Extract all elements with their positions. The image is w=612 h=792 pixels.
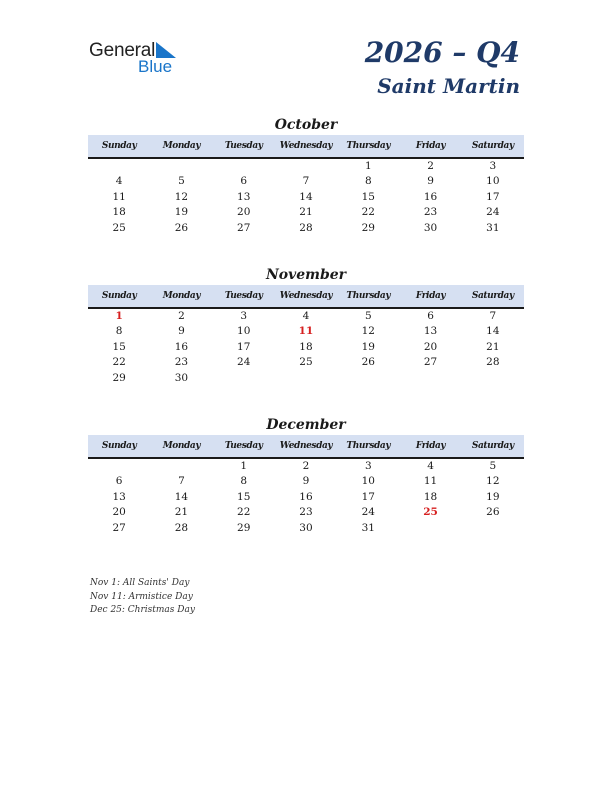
- day-cell: 6: [115, 475, 123, 488]
- day-cell: 16: [174, 340, 189, 353]
- day-cell: 22: [112, 356, 126, 369]
- quarter-title: 2026 – Q4: [364, 36, 520, 69]
- holiday-note: Nov 11: Armistice Day: [90, 591, 193, 602]
- day-cell: 10: [237, 325, 251, 338]
- weekday-wednesday: Wednesday: [279, 291, 333, 301]
- day-cell: 24: [237, 356, 251, 369]
- day-cell: 2: [427, 160, 434, 172]
- weekday-monday: Monday: [162, 141, 201, 151]
- holiday-notes: [90, 577, 195, 618]
- day-cell: 30: [174, 371, 189, 384]
- weekday-thursday: Thursday: [346, 291, 391, 301]
- empty-day-cell: [275, 159, 337, 174]
- day-cell: 13: [112, 490, 126, 503]
- day-cell: 20: [112, 506, 126, 519]
- weekday-friday: Friday: [415, 441, 446, 451]
- day-cell: 11: [112, 190, 126, 203]
- day-cell: 12: [174, 190, 189, 203]
- day-cell: 10: [486, 175, 500, 188]
- weekday-wednesday: Wednesday: [279, 441, 333, 451]
- empty-day-cell: [88, 459, 150, 474]
- empty-day-cell: [399, 521, 461, 536]
- day-cell: 8: [240, 475, 248, 488]
- day-cell: 6: [427, 310, 434, 322]
- day-cell: 29: [237, 521, 251, 534]
- day-cell: 28: [174, 521, 189, 534]
- day-cell: 14: [486, 325, 500, 338]
- day-cell: 4: [115, 175, 123, 188]
- day-cell: 20: [237, 206, 251, 219]
- weekday-header: [88, 135, 524, 159]
- day-cell: 3: [240, 310, 248, 322]
- day-cell: 11: [423, 475, 438, 488]
- empty-day-cell: [213, 371, 275, 386]
- day-cell: 3: [364, 460, 372, 472]
- weekday-sunday: Sunday: [101, 291, 137, 301]
- empty-day-cell: [462, 371, 524, 386]
- weekday-saturday: Saturday: [471, 441, 514, 451]
- day-cell: 12: [486, 475, 500, 488]
- day-cell: 25: [299, 356, 313, 369]
- day-cell: 30: [299, 521, 313, 534]
- day-cell: 16: [299, 490, 313, 503]
- weekday-tuesday: Tuesday: [224, 441, 263, 451]
- day-cell: 22: [361, 206, 375, 219]
- day-cell: 7: [302, 175, 310, 188]
- day-cell: 15: [237, 490, 251, 503]
- empty-day-cell: [337, 371, 399, 386]
- day-cell: 18: [299, 340, 313, 353]
- weekday-saturday: Saturday: [471, 291, 514, 301]
- day-cell: 19: [174, 206, 189, 219]
- day-cell: 1: [115, 310, 123, 322]
- month-name: October: [274, 117, 338, 133]
- day-cell: 2: [178, 310, 185, 322]
- day-cell: 12: [361, 325, 375, 338]
- day-cell: 19: [486, 490, 500, 503]
- empty-day-cell: [462, 521, 524, 536]
- day-cell: 21: [486, 340, 500, 353]
- day-cell: 18: [423, 490, 438, 503]
- day-cell: 25: [112, 221, 126, 234]
- weekday-saturday: Saturday: [471, 141, 514, 151]
- day-cell: 26: [486, 506, 500, 519]
- day-cell: 5: [364, 310, 372, 322]
- day-grid: [88, 309, 524, 386]
- day-cell: 17: [486, 190, 500, 203]
- day-cell: 26: [361, 356, 375, 369]
- day-cell: 17: [361, 490, 375, 503]
- weekday-monday: Monday: [162, 291, 201, 301]
- month-december: [88, 415, 524, 536]
- logo-word-general: General: [89, 40, 156, 61]
- day-cell: 23: [299, 506, 313, 519]
- day-cell: 18: [112, 206, 126, 219]
- day-cell: 7: [489, 310, 497, 322]
- weekday-header: [88, 435, 524, 459]
- month-october: [88, 115, 524, 236]
- day-cell: 16: [423, 190, 438, 203]
- day-cell: 17: [237, 340, 251, 353]
- day-cell: 29: [112, 371, 126, 384]
- day-cell: 11: [298, 325, 314, 338]
- day-cell: 27: [112, 521, 126, 534]
- day-cell: 9: [427, 175, 434, 188]
- day-cell: 26: [174, 221, 189, 234]
- day-cell: 1: [364, 160, 372, 172]
- empty-day-cell: [150, 459, 212, 474]
- country-title: Saint Martin: [377, 74, 520, 98]
- generalblue-logo: [89, 40, 189, 76]
- day-cell: 14: [299, 190, 313, 203]
- month-name: December: [266, 417, 346, 433]
- day-cell: 5: [178, 175, 185, 188]
- logo-triangle-icon: [156, 42, 176, 58]
- day-cell: 6: [240, 175, 248, 188]
- day-cell: 13: [237, 190, 251, 203]
- day-cell: 8: [364, 175, 372, 188]
- month-name: November: [265, 267, 347, 283]
- day-cell: 20: [423, 340, 438, 353]
- day-cell: 15: [361, 190, 375, 203]
- day-cell: 4: [302, 310, 310, 322]
- day-cell: 22: [237, 506, 251, 519]
- weekday-sunday: Sunday: [101, 441, 137, 451]
- weekday-thursday: Thursday: [346, 441, 391, 451]
- weekday-friday: Friday: [415, 291, 446, 301]
- weekday-header: [88, 285, 524, 309]
- day-cell: 15: [112, 340, 126, 353]
- weekday-sunday: Sunday: [101, 141, 137, 151]
- day-cell: 29: [361, 221, 375, 234]
- empty-day-cell: [275, 371, 337, 386]
- day-cell: 21: [174, 506, 189, 519]
- day-cell: 21: [299, 206, 313, 219]
- day-cell: 8: [115, 325, 123, 338]
- weekday-tuesday: Tuesday: [224, 141, 263, 151]
- day-cell: 3: [489, 160, 497, 172]
- logo-word-blue: Blue: [138, 57, 173, 76]
- day-cell: 1: [240, 460, 248, 472]
- weekday-friday: Friday: [415, 141, 446, 151]
- day-cell: 27: [423, 356, 438, 369]
- weekday-thursday: Thursday: [346, 141, 391, 151]
- day-cell: 28: [299, 221, 313, 234]
- day-cell: 28: [486, 356, 500, 369]
- day-grid: [88, 459, 524, 536]
- day-cell: 24: [361, 506, 375, 519]
- day-cell: 9: [302, 475, 310, 488]
- day-cell: 7: [178, 475, 185, 488]
- day-cell: 27: [237, 221, 251, 234]
- day-cell: 31: [486, 221, 500, 234]
- day-cell: 9: [178, 325, 185, 338]
- day-grid: [88, 159, 524, 236]
- holiday-note: Nov 1: All Saints' Day: [90, 578, 190, 588]
- day-cell: 14: [174, 490, 189, 503]
- month-november: [88, 265, 524, 386]
- day-cell: 13: [423, 325, 438, 338]
- day-cell: 10: [361, 475, 375, 488]
- day-cell: 2: [302, 460, 310, 472]
- empty-day-cell: [399, 371, 461, 386]
- day-cell: 23: [423, 206, 438, 219]
- weekday-monday: Monday: [162, 441, 201, 451]
- weekday-wednesday: Wednesday: [279, 141, 333, 151]
- day-cell: 30: [423, 221, 438, 234]
- day-cell: 5: [489, 460, 497, 472]
- empty-day-cell: [213, 159, 275, 174]
- day-cell: 24: [486, 206, 500, 219]
- day-cell: 31: [361, 521, 375, 534]
- empty-day-cell: [88, 159, 150, 174]
- day-cell: 4: [427, 460, 434, 472]
- empty-day-cell: [150, 159, 212, 174]
- holiday-note: Dec 25: Christmas Day: [90, 605, 195, 615]
- title-block: [365, 36, 520, 100]
- day-cell: 19: [361, 340, 375, 353]
- weekday-tuesday: Tuesday: [224, 291, 263, 301]
- day-cell: 23: [174, 356, 189, 369]
- day-cell: 25: [423, 506, 438, 519]
